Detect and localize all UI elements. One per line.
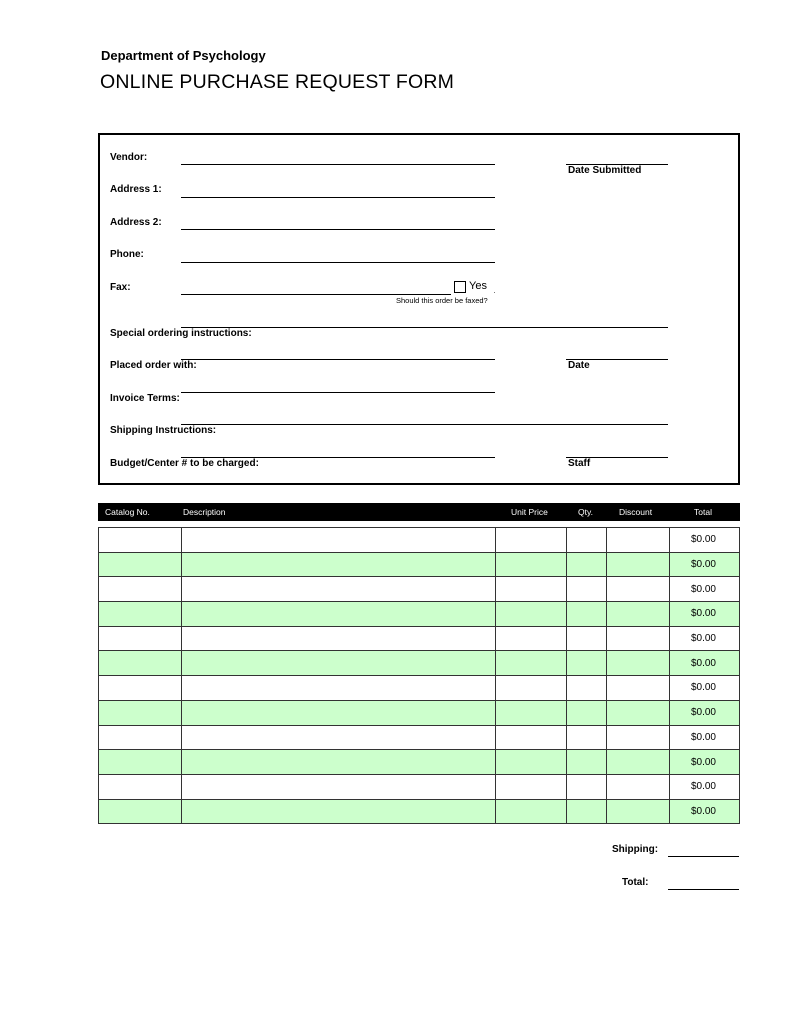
row-total: $0.00 <box>670 651 740 676</box>
qty-cell[interactable] <box>567 577 607 602</box>
table-row <box>99 725 740 750</box>
description-cell[interactable] <box>182 602 496 627</box>
qty-cell[interactable] <box>567 528 607 553</box>
discount-cell[interactable] <box>607 552 670 577</box>
items-table <box>98 527 740 824</box>
unit-price-cell[interactable] <box>496 577 567 602</box>
row-total: $0.00 <box>670 676 740 701</box>
qty-cell[interactable] <box>567 725 607 750</box>
catalog-cell[interactable] <box>99 626 182 651</box>
row-total: $0.00 <box>670 725 740 750</box>
qty-cell[interactable] <box>567 552 607 577</box>
fax-yes-label: Yes <box>469 280 487 292</box>
table-row <box>99 799 740 824</box>
table-row <box>99 552 740 577</box>
special-instructions-label: Special ordering instructions: <box>110 328 252 339</box>
unit-price-cell[interactable] <box>496 774 567 799</box>
fax-label: Fax: <box>110 282 131 293</box>
unit-price-cell[interactable] <box>496 700 567 725</box>
unit-price-cell[interactable] <box>496 799 567 824</box>
grand-total-field[interactable] <box>668 889 739 890</box>
shipping-instructions-field[interactable] <box>181 424 668 425</box>
address1-field[interactable] <box>181 197 495 198</box>
catalog-cell[interactable] <box>99 750 182 775</box>
date-submitted-label: Date Submitted <box>568 165 642 176</box>
invoice-terms-field[interactable] <box>181 392 495 393</box>
unit-price-cell[interactable] <box>496 602 567 627</box>
discount-cell[interactable] <box>607 602 670 627</box>
discount-cell[interactable] <box>607 676 670 701</box>
catalog-cell[interactable] <box>99 651 182 676</box>
row-total: $0.00 <box>670 626 740 651</box>
unit-price-cell[interactable] <box>496 552 567 577</box>
form-title: ONLINE PURCHASE REQUEST FORM <box>100 71 455 93</box>
description-cell[interactable] <box>182 700 496 725</box>
discount-cell[interactable] <box>607 725 670 750</box>
shipping-field[interactable] <box>668 856 739 857</box>
discount-cell[interactable] <box>607 651 670 676</box>
catalog-cell[interactable] <box>99 676 182 701</box>
discount-cell[interactable] <box>607 774 670 799</box>
staff-label: Staff <box>568 458 591 469</box>
row-total: $0.00 <box>670 602 740 627</box>
unit-price-cell[interactable] <box>496 676 567 701</box>
catalog-cell[interactable] <box>99 577 182 602</box>
row-total: $0.00 <box>670 577 740 602</box>
total-label: Total: <box>622 877 649 888</box>
total-header: Total <box>694 507 712 517</box>
fax-question: Should this order be faxed? <box>396 296 488 305</box>
description-cell[interactable] <box>182 528 496 553</box>
table-row <box>99 602 740 627</box>
table-row <box>99 700 740 725</box>
catalog-cell[interactable] <box>99 602 182 627</box>
discount-cell[interactable] <box>607 750 670 775</box>
fax-yes-checkbox[interactable] <box>454 281 466 293</box>
placed-order-label: Placed order with: <box>110 360 197 371</box>
special-instructions-field[interactable] <box>181 327 668 328</box>
table-row <box>99 676 740 701</box>
qty-cell[interactable] <box>567 774 607 799</box>
unit-price-cell[interactable] <box>496 528 567 553</box>
dot-mark <box>494 292 495 293</box>
date-label: Date <box>568 360 590 371</box>
catalog-cell[interactable] <box>99 552 182 577</box>
address2-field[interactable] <box>181 229 495 230</box>
unit-price-cell[interactable] <box>496 626 567 651</box>
unit-price-header: Unit Price <box>511 507 548 517</box>
catalog-cell[interactable] <box>99 774 182 799</box>
row-total: $0.00 <box>670 799 740 824</box>
qty-cell[interactable] <box>567 676 607 701</box>
qty-cell[interactable] <box>567 602 607 627</box>
fax-field[interactable] <box>181 294 451 295</box>
invoice-terms-label: Invoice Terms: <box>110 393 180 404</box>
description-cell[interactable] <box>182 651 496 676</box>
unit-price-cell[interactable] <box>496 725 567 750</box>
description-cell[interactable] <box>182 750 496 775</box>
phone-field[interactable] <box>181 262 495 263</box>
table-row <box>99 774 740 799</box>
description-header: Description <box>183 507 226 517</box>
shipping-instructions-label: Shipping Instructions: <box>110 425 217 436</box>
discount-cell[interactable] <box>607 799 670 824</box>
vendor-field[interactable] <box>181 164 495 165</box>
qty-header: Qty. <box>578 507 593 517</box>
description-cell[interactable] <box>182 552 496 577</box>
discount-cell[interactable] <box>607 577 670 602</box>
catalog-header: Catalog No. <box>105 507 150 517</box>
row-total: $0.00 <box>670 774 740 799</box>
unit-price-cell[interactable] <box>496 750 567 775</box>
address1-label: Address 1: <box>110 184 162 195</box>
discount-cell[interactable] <box>607 700 670 725</box>
placed-order-field[interactable] <box>181 359 495 360</box>
row-total: $0.00 <box>670 700 740 725</box>
description-cell[interactable] <box>182 725 496 750</box>
budget-center-label: Budget/Center # to be charged: <box>110 458 259 469</box>
catalog-cell[interactable] <box>99 725 182 750</box>
qty-cell[interactable] <box>567 750 607 775</box>
row-total: $0.00 <box>670 552 740 577</box>
address2-label: Address 2: <box>110 217 162 228</box>
vendor-label: Vendor: <box>110 152 148 163</box>
description-cell[interactable] <box>182 626 496 651</box>
description-cell[interactable] <box>182 676 496 701</box>
row-total: $0.00 <box>670 750 740 775</box>
description-cell[interactable] <box>182 774 496 799</box>
description-cell[interactable] <box>182 577 496 602</box>
table-row <box>99 651 740 676</box>
qty-cell[interactable] <box>567 700 607 725</box>
department-name: Department of Psychology <box>101 48 266 63</box>
catalog-cell[interactable] <box>99 528 182 553</box>
catalog-cell[interactable] <box>99 700 182 725</box>
discount-header: Discount <box>619 507 653 517</box>
shipping-label: Shipping: <box>612 844 659 855</box>
qty-cell[interactable] <box>567 626 607 651</box>
table-row <box>99 626 740 651</box>
qty-cell[interactable] <box>567 651 607 676</box>
table-row <box>99 528 740 553</box>
unit-price-cell[interactable] <box>496 651 567 676</box>
discount-cell[interactable] <box>607 528 670 553</box>
phone-label: Phone: <box>110 249 144 260</box>
discount-cell[interactable] <box>607 626 670 651</box>
row-total: $0.00 <box>670 528 740 553</box>
qty-cell[interactable] <box>567 799 607 824</box>
description-cell[interactable] <box>182 799 496 824</box>
table-row <box>99 750 740 775</box>
table-row <box>99 577 740 602</box>
catalog-cell[interactable] <box>99 799 182 824</box>
